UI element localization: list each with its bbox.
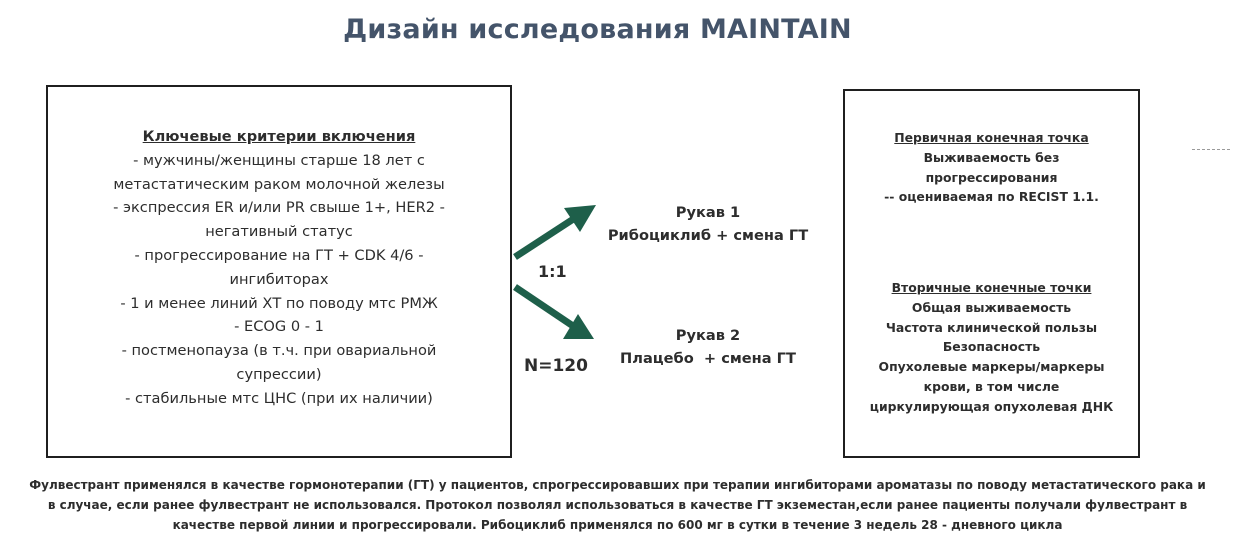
arm-2-treatment: Плацебо + смена ГТ bbox=[620, 350, 796, 367]
dashed-divider bbox=[1192, 149, 1230, 150]
diagram-title: Дизайн исследования MAINTAIN bbox=[343, 14, 852, 45]
inclusion-line: - прогрессирование на ГТ + CDK 4/6 - bbox=[134, 246, 424, 264]
footnote-line: в случае, если ранее фулвестрант не использовался. Протокол позволял использоваться в качестве ГТ экземестан,если ранее пациенты получали фулвестрант в bbox=[47, 498, 1188, 512]
secondary-endpoints-heading: Вторичные конечные точки bbox=[891, 280, 1092, 295]
secondary-endpoints bbox=[845, 278, 1138, 417]
inclusion-line: супрессии) bbox=[236, 365, 322, 383]
inclusion-heading: Ключевые критерии включения bbox=[142, 128, 416, 145]
inclusion-line: - 1 и менее линий ХТ по поводу мтс РМЖ bbox=[120, 294, 438, 312]
secondary-endpoint-line: Опухолевые маркеры/маркеры bbox=[878, 359, 1105, 375]
randomization-ratio: 1:1 bbox=[538, 262, 567, 281]
arm-1 bbox=[578, 201, 838, 247]
arm-1-treatment: Рибоциклиб + смена ГТ bbox=[607, 227, 809, 244]
primary-endpoint-heading: Первичная конечная точка bbox=[894, 130, 1089, 145]
footnote-line: качестве первой линии и прогрессировали. Рибоциклиб применялся по 600 мг в сутки в течение 3 недель 28 - дневного цикла bbox=[172, 518, 1063, 532]
secondary-endpoint-line: Частота клинической пользы bbox=[885, 319, 1098, 335]
secondary-endpoint-line: крови, в том числе bbox=[923, 378, 1060, 394]
endpoints-box bbox=[843, 89, 1140, 458]
footnote bbox=[10, 475, 1225, 535]
secondary-endpoint-line: Общая выживаемость bbox=[911, 299, 1072, 315]
primary-endpoint-line: -- оцениваемая по RECIST 1.1. bbox=[884, 189, 1099, 205]
primary-endpoint-line: прогрессирования bbox=[925, 169, 1058, 185]
secondary-endpoint-line: циркулирующая опухолевая ДНК bbox=[869, 398, 1114, 414]
inclusion-line: ингибиторах bbox=[229, 270, 329, 288]
secondary-endpoint-line: Безопасность bbox=[942, 339, 1041, 355]
inclusion-line: - постменопауза (в т.ч. при овариальной bbox=[121, 342, 437, 360]
inclusion-line: негативный статус bbox=[205, 223, 353, 241]
inclusion-line: - ECOG 0 - 1 bbox=[234, 318, 324, 336]
inclusion-line: метастатическим раком молочной железы bbox=[113, 175, 445, 193]
inclusion-line: - экспрессия ER и/или PR свыше 1+, HER2 - bbox=[113, 199, 445, 217]
primary-endpoint-line: Выживаемость без bbox=[923, 149, 1060, 165]
sample-size: N=120 bbox=[524, 356, 588, 376]
arm-2-name: Рукав 2 bbox=[675, 327, 741, 344]
footnote-line: Фулвестрант применялся в качестве гормонотерапии (ГТ) у пациентов, спрогрессировавших при терапии ингибиторами ароматазы по поводу метастатического рака и bbox=[29, 478, 1206, 492]
inclusion-line: - стабильные мтс ЦНС (при их наличии) bbox=[125, 389, 433, 407]
arm-2 bbox=[578, 324, 838, 370]
arm-1-name: Рукав 1 bbox=[675, 204, 741, 221]
inclusion-line: - мужчины/женщины старше 18 лет с bbox=[133, 151, 425, 169]
primary-endpoint bbox=[845, 128, 1138, 207]
